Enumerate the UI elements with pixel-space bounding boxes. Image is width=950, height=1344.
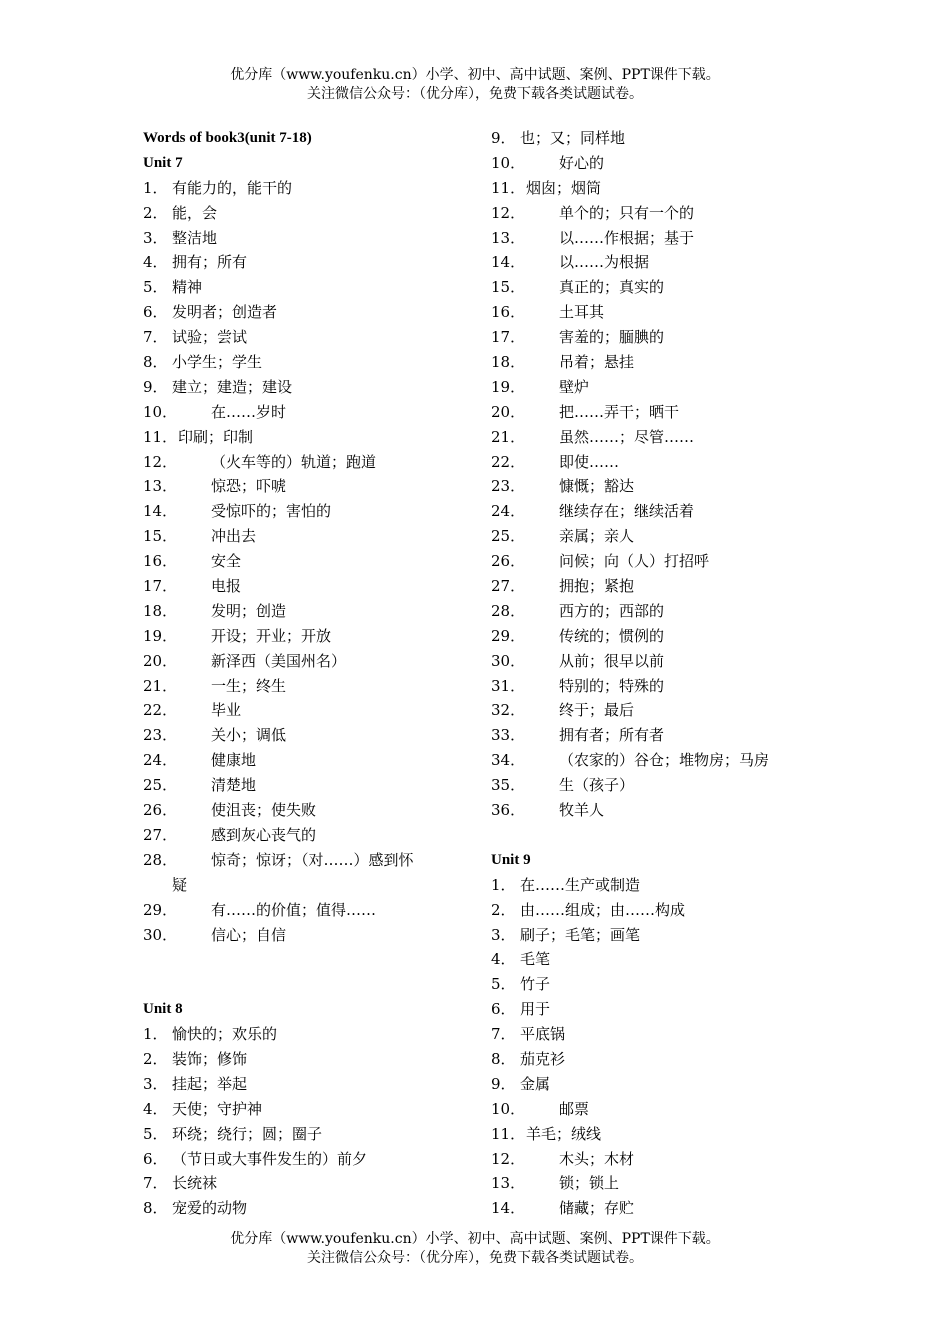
item-meaning: 安全 — [211, 552, 242, 571]
item-number: 14． — [491, 1199, 526, 1218]
vocab-item — [143, 300, 473, 325]
item-number: 7． — [143, 328, 168, 347]
item-meaning: 竹子 — [520, 975, 551, 994]
vocab-item — [491, 1171, 821, 1196]
vocab-item — [143, 474, 473, 499]
item-number: 10． — [491, 153, 526, 172]
item-number: 14． — [491, 253, 526, 272]
item-meaning: 平底锅 — [520, 1025, 566, 1044]
vocab-item — [143, 176, 473, 201]
item-number: 19． — [143, 626, 178, 645]
vocab-item — [143, 549, 473, 574]
item-number: 15． — [491, 278, 526, 297]
item-number: 12． — [491, 203, 526, 222]
item-number: 22． — [491, 452, 526, 471]
item-number: 13． — [143, 477, 178, 496]
vocab-item — [491, 873, 821, 898]
item-meaning: 整洁地 — [172, 228, 218, 247]
item-meaning: 感到灰心丧气的 — [211, 825, 317, 844]
item-meaning: 拥有；所有 — [172, 253, 248, 272]
item-number: 13． — [491, 228, 526, 247]
right-column — [491, 126, 821, 1221]
vocab-item — [143, 773, 473, 798]
blank-line — [143, 972, 473, 997]
item-meaning: 也；又；同样地 — [520, 129, 626, 147]
item-meaning: （火车等的）轨道；跑道 — [211, 452, 377, 471]
item-number: 12． — [491, 1149, 526, 1168]
vocab-item — [491, 1072, 821, 1097]
item-meaning: 宠爱的动物 — [172, 1199, 248, 1218]
item-meaning: 有能力的，能干的 — [172, 178, 293, 197]
item-number: 6． — [143, 303, 168, 322]
item-meaning: 发明；创造 — [211, 601, 287, 620]
vocab-item — [491, 499, 821, 524]
vocab-item — [143, 1122, 473, 1147]
item-number: 18． — [143, 601, 178, 620]
item-number: 23． — [491, 477, 526, 496]
item-number: 26． — [143, 801, 178, 820]
item-meaning: 虽然……；尽管…… — [559, 427, 695, 446]
item-meaning: 拥有者；所有者 — [559, 726, 665, 745]
vocab-item — [143, 599, 473, 624]
item-meaning: 单个的；只有一个的 — [559, 203, 695, 222]
vocab-item — [143, 1047, 473, 1072]
left-column — [143, 126, 473, 1221]
page-footer — [0, 1230, 950, 1268]
item-meaning: 健康地 — [211, 751, 257, 770]
vocab-item — [143, 574, 473, 599]
vocab-item — [143, 698, 473, 723]
vocab-item — [143, 201, 473, 226]
item-meaning: 在……岁时 — [211, 402, 287, 421]
item-meaning: 拥抱；紧抱 — [559, 577, 635, 596]
vocab-item — [143, 848, 473, 898]
vocab-item — [143, 1171, 473, 1196]
item-number: 7． — [491, 1025, 516, 1044]
item-number: 1． — [491, 875, 516, 894]
item-meaning: 新泽西（美国州名） — [211, 651, 347, 670]
item-meaning: 在……生产或制造 — [520, 875, 641, 894]
item-number: 4． — [143, 1099, 168, 1118]
item-number: 1． — [143, 178, 168, 197]
item-number: 8． — [143, 1199, 168, 1218]
vocab-item — [143, 350, 473, 375]
item-meaning: 关小；调低 — [211, 726, 287, 745]
vocab-item — [143, 375, 473, 400]
item-number: 3． — [143, 228, 168, 247]
item-number: 5． — [143, 1124, 168, 1143]
item-meaning: 用于 — [520, 1000, 551, 1019]
item-meaning: 传统的；惯例的 — [559, 626, 665, 645]
item-meaning: 使沮丧；使失败 — [211, 801, 317, 820]
vocab-item — [491, 698, 821, 723]
vocab-item — [491, 1097, 821, 1122]
vocab-item — [491, 748, 821, 773]
vocab-item — [491, 300, 821, 325]
item-meaning: 天使；守护神 — [172, 1099, 263, 1118]
section-heading: Unit 8 — [143, 1001, 183, 1018]
vocab-item — [491, 574, 821, 599]
vocab-item — [491, 549, 821, 574]
item-number: 10． — [143, 402, 178, 421]
item-number: 4． — [143, 253, 168, 272]
vocab-item — [491, 1122, 821, 1147]
vocab-item — [143, 624, 473, 649]
item-number: 18． — [491, 353, 526, 372]
item-meaning: 亲属；亲人 — [559, 527, 635, 546]
item-meaning: 土耳其 — [559, 303, 605, 322]
vocab-item — [491, 624, 821, 649]
item-meaning: 发明者；创造者 — [172, 303, 278, 322]
item-meaning: 问候；向（人）打招呼 — [559, 552, 710, 571]
vocab-item — [143, 748, 473, 773]
item-meaning: 信心；自信 — [211, 925, 287, 944]
item-meaning: 由……组成；由……构成 — [520, 900, 686, 919]
vocab-item — [491, 972, 821, 997]
vocab-item — [491, 773, 821, 798]
vocab-item — [491, 1196, 821, 1221]
vocab-item — [491, 250, 821, 275]
item-number: 32． — [491, 701, 526, 720]
item-meaning: 受惊吓的；害怕的 — [211, 502, 332, 521]
vocab-item — [143, 898, 473, 923]
item-meaning: 开设；开业；开放 — [211, 626, 332, 645]
item-number: 13． — [491, 1174, 526, 1193]
item-number: 30． — [491, 651, 526, 670]
item-meaning: 锁；锁上 — [559, 1174, 620, 1193]
item-number: 6． — [491, 1000, 516, 1019]
vocab-item — [143, 1072, 473, 1097]
vocab-item — [143, 226, 473, 251]
item-meaning: 金属 — [520, 1074, 551, 1093]
item-number: 11． — [143, 427, 178, 446]
vocab-item — [491, 524, 821, 549]
item-meaning: 试验；尝试 — [172, 328, 248, 347]
item-meaning: 电报 — [211, 577, 242, 596]
item-number: 16． — [143, 552, 178, 571]
item-number: 27． — [143, 825, 178, 844]
item-number: 11． — [491, 178, 526, 197]
blank-line — [491, 823, 821, 848]
vocab-item — [491, 151, 821, 176]
item-meaning-continued: 疑 — [172, 875, 188, 894]
footer-line-1: 优分库（www.youfenku.cn）小学、初中、高中试题、案例、PPT课件下载。 — [230, 1231, 720, 1247]
item-number: 3． — [491, 925, 516, 944]
footer-line-2: 关注微信公众号：（优分库），免费下载各类试题试卷。 — [307, 1250, 643, 1266]
vocab-item — [491, 1022, 821, 1047]
vocab-item — [491, 1047, 821, 1072]
item-meaning: 真正的；真实的 — [559, 278, 665, 297]
vocab-item — [143, 425, 473, 450]
vocab-item — [143, 723, 473, 748]
header-line-2: 关注微信公众号：（优分库），免费下载各类试题试卷。 — [307, 86, 643, 102]
vocab-item — [143, 649, 473, 674]
item-number: 26． — [491, 552, 526, 571]
item-meaning: （节日或大事件发生的）前夕 — [172, 1149, 368, 1168]
vocab-item — [491, 375, 821, 400]
item-number: 10． — [491, 1099, 526, 1118]
vocab-item — [143, 1097, 473, 1122]
item-meaning: 继续存在；继续活着 — [559, 502, 695, 521]
item-meaning: 长统袜 — [172, 1174, 218, 1193]
item-number: 8． — [491, 1049, 516, 1068]
item-number: 2． — [143, 203, 168, 222]
header-line-1: 优分库（www.youfenku.cn）小学、初中、高中试题、案例、PPT课件下载。 — [230, 67, 720, 83]
item-meaning: 刷子；毛笔；画笔 — [520, 925, 641, 944]
vocab-item — [143, 923, 473, 948]
item-number: 14． — [143, 502, 178, 521]
item-meaning: 以……为根据 — [559, 253, 650, 272]
vocab-item — [491, 275, 821, 300]
item-number: 25． — [491, 527, 526, 546]
item-meaning: 一生；终生 — [211, 676, 287, 695]
item-number: 2． — [143, 1049, 168, 1068]
vocab-item — [143, 1147, 473, 1172]
blank-line — [143, 947, 473, 972]
vocab-item — [491, 798, 821, 823]
vocab-item — [491, 723, 821, 748]
item-meaning: 冲出去 — [211, 527, 257, 546]
item-number: 6． — [143, 1149, 168, 1168]
item-number: 23． — [143, 726, 178, 745]
item-meaning: 装饰；修饰 — [172, 1049, 248, 1068]
vocab-item — [143, 674, 473, 699]
item-meaning: 以……作根据；基于 — [559, 228, 695, 247]
vocab-item — [491, 474, 821, 499]
item-number: 1． — [143, 1025, 168, 1044]
item-meaning: 吊着；悬挂 — [559, 353, 635, 372]
vocab-item — [491, 226, 821, 251]
vocab-item — [491, 325, 821, 350]
item-number: 30． — [143, 925, 178, 944]
item-meaning: 好心的 — [559, 153, 605, 172]
vocab-item — [491, 1147, 821, 1172]
item-meaning: 环绕；绕行；圆；圈子 — [172, 1124, 323, 1143]
item-meaning: 清楚地 — [211, 776, 257, 795]
item-meaning: 终于；最后 — [559, 701, 635, 720]
vocab-item — [143, 250, 473, 275]
item-number: 24． — [491, 502, 526, 521]
item-number: 28． — [491, 601, 526, 620]
item-meaning: 惊奇；惊讶；（对……）感到怀 — [211, 850, 414, 869]
item-number: 19． — [491, 377, 526, 396]
section-heading: Words of book3(unit 7-18) — [143, 130, 312, 146]
item-number: 24． — [143, 751, 178, 770]
page-header — [0, 66, 950, 104]
vocab-item — [491, 425, 821, 450]
item-number: 29． — [491, 626, 526, 645]
item-number: 21． — [491, 427, 526, 446]
item-number: 17． — [143, 577, 178, 596]
item-number: 34． — [491, 751, 526, 770]
item-meaning: 有……的价值；值得…… — [211, 900, 377, 919]
item-number: 20． — [491, 402, 526, 421]
item-meaning: 即使…… — [559, 452, 620, 471]
vocab-item — [491, 599, 821, 624]
item-number: 17． — [491, 328, 526, 347]
item-meaning: 挂起；举起 — [172, 1074, 248, 1093]
item-meaning: 储藏；存贮 — [559, 1199, 635, 1218]
vocab-item — [491, 126, 821, 151]
item-number: 16． — [491, 303, 526, 322]
item-number: 27． — [491, 577, 526, 596]
item-meaning: 精神 — [172, 278, 203, 297]
vocab-item — [491, 898, 821, 923]
item-number: 9． — [491, 129, 516, 147]
item-number: 5． — [491, 975, 516, 994]
item-meaning: 建立；建造；建设 — [172, 377, 293, 396]
item-number: 3． — [143, 1074, 168, 1093]
item-number: 15． — [143, 527, 178, 546]
vocab-item — [143, 798, 473, 823]
vocab-item — [491, 923, 821, 948]
item-meaning: 惊恐；吓唬 — [211, 477, 287, 496]
item-number: 7． — [143, 1174, 168, 1193]
item-meaning: 害羞的；腼腆的 — [559, 328, 665, 347]
item-meaning: 邮票 — [559, 1099, 590, 1118]
item-meaning: （农家的）谷仓；堆物房；马房 — [559, 751, 770, 770]
item-number: 33． — [491, 726, 526, 745]
item-meaning: 特别的；特殊的 — [559, 676, 665, 695]
section-heading: Unit 9 — [491, 851, 531, 868]
item-number: 36． — [491, 801, 526, 820]
item-meaning: 木头；木材 — [559, 1149, 635, 1168]
item-number: 11． — [491, 1124, 526, 1143]
item-meaning: 茄克衫 — [520, 1049, 566, 1068]
vocab-item — [491, 947, 821, 972]
item-meaning: 能，会 — [172, 203, 218, 222]
item-number: 20． — [143, 651, 178, 670]
item-number: 9． — [491, 1074, 516, 1093]
item-number: 28． — [143, 850, 178, 869]
vocab-item — [491, 400, 821, 425]
item-meaning: 牧羊人 — [559, 801, 605, 820]
vocab-item — [143, 524, 473, 549]
item-number: 4． — [491, 950, 516, 969]
item-meaning: 小学生；学生 — [172, 353, 263, 372]
section-heading: Unit 7 — [143, 154, 183, 171]
item-number: 5． — [143, 278, 168, 297]
vocab-item — [143, 400, 473, 425]
vocab-item — [143, 275, 473, 300]
item-number: 31． — [491, 676, 526, 695]
item-number: 2． — [491, 900, 516, 919]
vocab-item — [143, 823, 473, 848]
vocab-item — [143, 325, 473, 350]
item-number: 35． — [491, 776, 526, 795]
vocab-item — [143, 1196, 473, 1221]
item-number: 25． — [143, 776, 178, 795]
item-meaning: 从前；很早以前 — [559, 651, 665, 670]
item-number: 22． — [143, 701, 178, 720]
vocab-item — [491, 997, 821, 1022]
item-number: 29． — [143, 900, 178, 919]
item-number: 9． — [143, 377, 168, 396]
item-meaning: 慷慨；豁达 — [559, 477, 635, 496]
item-meaning: 毛笔 — [520, 950, 551, 969]
vocab-item — [491, 674, 821, 699]
vocab-item — [491, 649, 821, 674]
vocab-item — [143, 450, 473, 475]
item-number: 12． — [143, 452, 178, 471]
item-number: 8． — [143, 353, 168, 372]
item-meaning: 壁炉 — [559, 377, 590, 396]
item-meaning: 西方的；西部的 — [559, 601, 665, 620]
vocab-item — [143, 1022, 473, 1047]
item-meaning: 毕业 — [211, 701, 242, 720]
vocab-item — [491, 201, 821, 226]
vocab-item — [491, 176, 821, 201]
item-meaning: 羊毛；绒线 — [526, 1124, 602, 1143]
vocab-item — [143, 499, 473, 524]
item-meaning: 烟囱；烟筒 — [526, 178, 602, 197]
item-meaning: 愉快的；欢乐的 — [172, 1025, 278, 1044]
item-meaning: 印刷；印制 — [178, 427, 254, 446]
item-meaning: 生（孩子） — [559, 776, 635, 795]
item-meaning: 把……弄干；晒干 — [559, 402, 680, 421]
item-number: 21． — [143, 676, 178, 695]
vocab-item — [491, 450, 821, 475]
vocab-item — [491, 350, 821, 375]
